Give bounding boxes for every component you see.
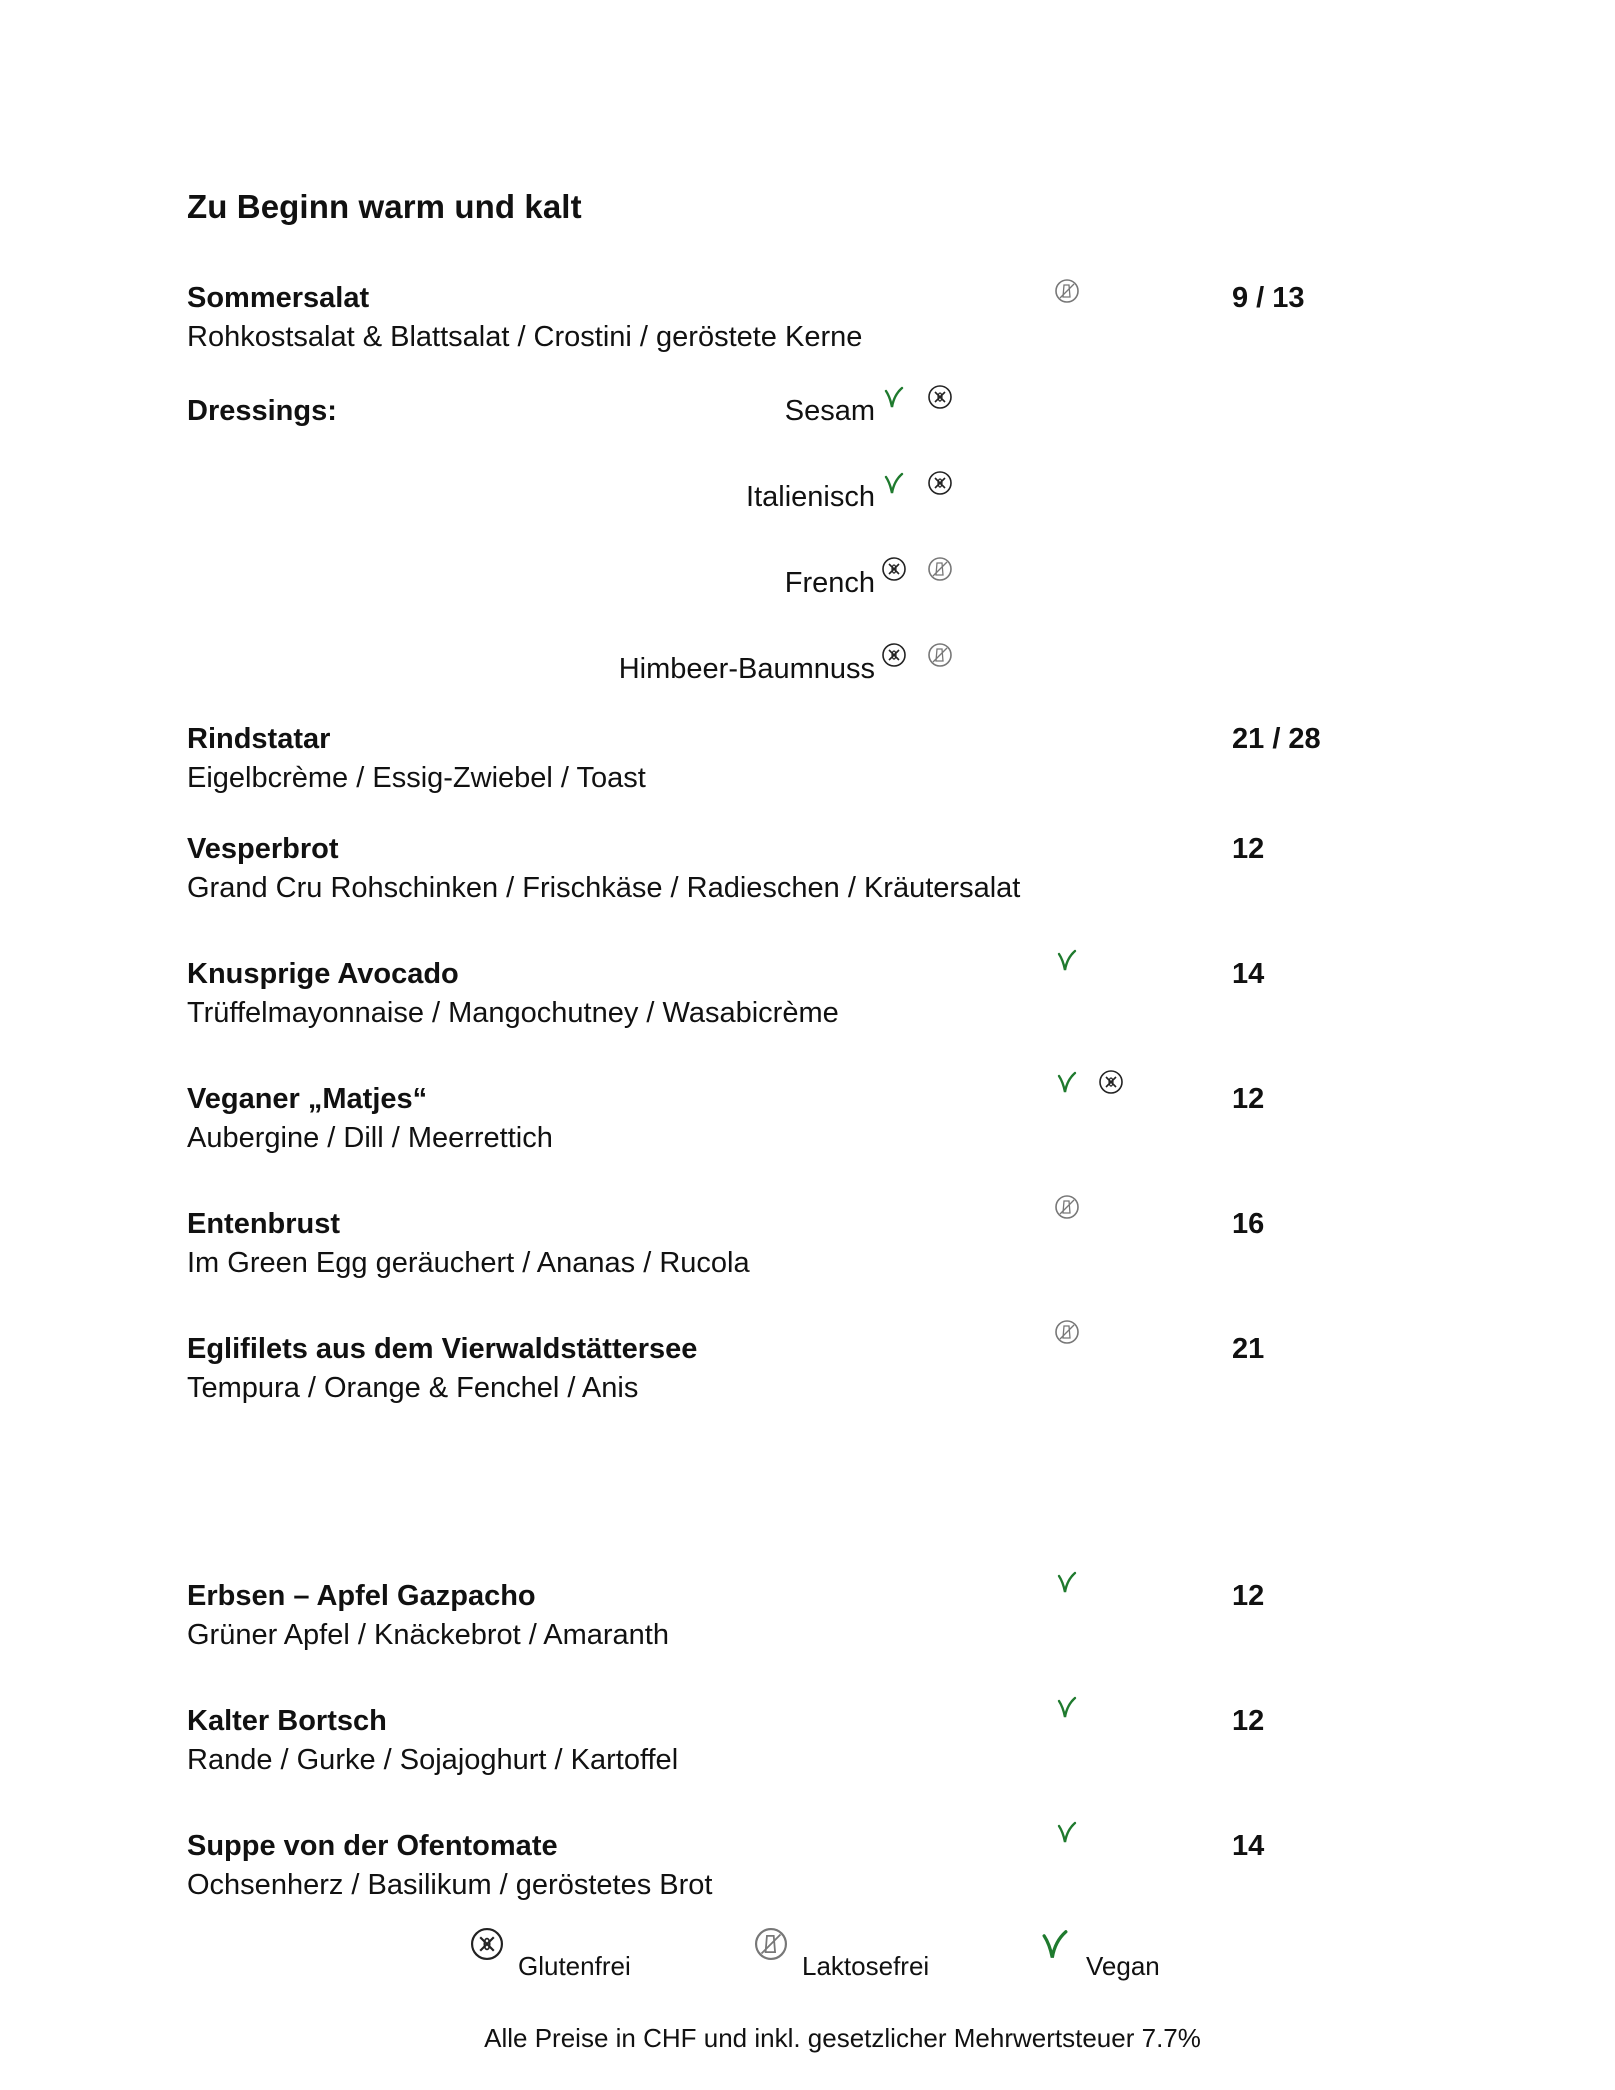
menu-item-matjes xyxy=(187,1083,1367,1163)
dressing-name: Himbeer-Baumnuss xyxy=(618,653,875,685)
item-description: Ochsenherz / Basilikum / geröstetes Brot xyxy=(187,1869,713,1901)
item-name: Knusprige Avocado xyxy=(187,958,459,990)
item-name: Veganer „Matjes“ xyxy=(187,1083,428,1115)
vegan-icon xyxy=(880,469,908,497)
item-price: 9 / 13 xyxy=(1232,282,1305,314)
menu-item-eglifilets xyxy=(187,1333,1367,1413)
menu-item-vesperbrot xyxy=(187,833,1367,913)
item-description: Aubergine / Dill / Meerrettich xyxy=(187,1122,553,1154)
item-diet-icons xyxy=(1053,1067,1125,1097)
vegan-icon xyxy=(1053,946,1081,974)
item-diet-icons xyxy=(1053,1692,1081,1722)
item-diet-icons xyxy=(1053,276,1081,306)
item-price: 12 xyxy=(1232,1580,1265,1612)
vegan-icon xyxy=(1053,1068,1081,1096)
item-price: 14 xyxy=(1232,958,1265,990)
item-name: Suppe von der Ofentomate xyxy=(187,1830,558,1862)
menu-item-sommersalat xyxy=(187,282,1367,362)
item-description: Trüffelmayonnaise / Mangochutney / Wasabicrème xyxy=(187,997,839,1029)
item-description: Rohkostsalat & Blattsalat / Crostini / geröstete Kerne xyxy=(187,321,863,353)
item-price: 16 xyxy=(1232,1208,1265,1240)
legend-label: Vegan xyxy=(1086,1951,1160,1981)
item-diet-icons xyxy=(1053,1192,1081,1222)
item-name: Entenbrust xyxy=(187,1208,341,1240)
lactose-free-icon xyxy=(1053,1193,1081,1221)
dressing-option xyxy=(187,481,967,521)
vegan-icon xyxy=(1053,1693,1081,1721)
vegan-icon xyxy=(1036,1925,1074,1963)
item-name: Erbsen – Apfel Gazpacho xyxy=(187,1580,536,1612)
item-diet-icons xyxy=(1053,1317,1081,1347)
item-name: Vesperbrot xyxy=(187,833,339,865)
dressing-diet-icons xyxy=(880,469,954,497)
lactose-free-icon xyxy=(752,1925,790,1963)
lactose-free-icon xyxy=(926,555,954,583)
item-diet-icons xyxy=(1053,1817,1081,1847)
menu-item-avocado xyxy=(187,958,1367,1038)
legend-label: Glutenfrei xyxy=(518,1951,631,1981)
item-price: 14 xyxy=(1232,1830,1265,1862)
gluten-free-icon xyxy=(926,469,954,497)
item-price: 12 xyxy=(1232,833,1265,865)
dressing-name: Sesam xyxy=(784,395,875,427)
lactose-free-icon xyxy=(1053,277,1081,305)
dressing-name: French xyxy=(784,567,875,599)
gluten-free-icon xyxy=(926,383,954,411)
item-price: 21 xyxy=(1232,1333,1265,1365)
item-description: Grüner Apfel / Knäckebrot / Amaranth xyxy=(187,1619,669,1651)
diet-legend xyxy=(0,1925,1615,1985)
dressing-name: Italienisch xyxy=(746,481,875,513)
item-price: 21 / 28 xyxy=(1232,723,1321,755)
item-name: Sommersalat xyxy=(187,282,370,314)
item-diet-icons xyxy=(1053,1567,1081,1597)
vegan-icon xyxy=(880,383,908,411)
item-description: Tempura / Orange & Fenchel / Anis xyxy=(187,1372,639,1404)
gluten-free-icon xyxy=(1097,1068,1125,1096)
dressing-option xyxy=(187,567,967,607)
menu-item-ofentomate xyxy=(187,1830,1367,1910)
dressing-option xyxy=(187,395,967,435)
item-description: Grand Cru Rohschinken / Frischkäse / Radieschen / Kräutersalat xyxy=(187,872,1021,904)
vegan-icon xyxy=(1053,1568,1081,1596)
vegan-icon xyxy=(1053,1818,1081,1846)
menu-item-rindstatar xyxy=(187,723,1367,803)
section-title: Zu Beginn warm und kalt xyxy=(187,188,582,225)
dressing-option xyxy=(187,653,967,693)
price-note: Alle Preise in CHF und inkl. gesetzlicher Mehrwertsteuer 7.7% xyxy=(484,2023,1201,2053)
item-description: Im Green Egg geräuchert / Ananas / Rucola xyxy=(187,1247,750,1279)
item-diet-icons xyxy=(1053,945,1081,975)
menu-item-bortsch xyxy=(187,1705,1367,1785)
gluten-free-icon xyxy=(880,641,908,669)
gluten-free-icon xyxy=(468,1925,506,1963)
item-description: Eigelbcrème / Essig-Zwiebel / Toast xyxy=(187,762,646,794)
dressing-diet-icons xyxy=(880,641,954,669)
item-name: Rindstatar xyxy=(187,723,331,755)
item-price: 12 xyxy=(1232,1083,1265,1115)
item-price: 12 xyxy=(1232,1705,1265,1737)
lactose-free-icon xyxy=(926,641,954,669)
item-description: Rande / Gurke / Sojajoghurt / Kartoffel xyxy=(187,1744,679,1776)
item-name: Eglifilets aus dem Vierwaldstättersee xyxy=(187,1333,698,1365)
menu-item-gazpacho xyxy=(187,1580,1367,1660)
menu-item-entenbrust xyxy=(187,1208,1367,1288)
dressing-diet-icons xyxy=(880,555,954,583)
dressings-label: Dressings: xyxy=(187,395,337,427)
lactose-free-icon xyxy=(1053,1318,1081,1346)
dressing-diet-icons xyxy=(880,383,954,411)
item-name: Kalter Bortsch xyxy=(187,1705,387,1737)
legend-label: Laktosefrei xyxy=(802,1951,930,1981)
gluten-free-icon xyxy=(880,555,908,583)
